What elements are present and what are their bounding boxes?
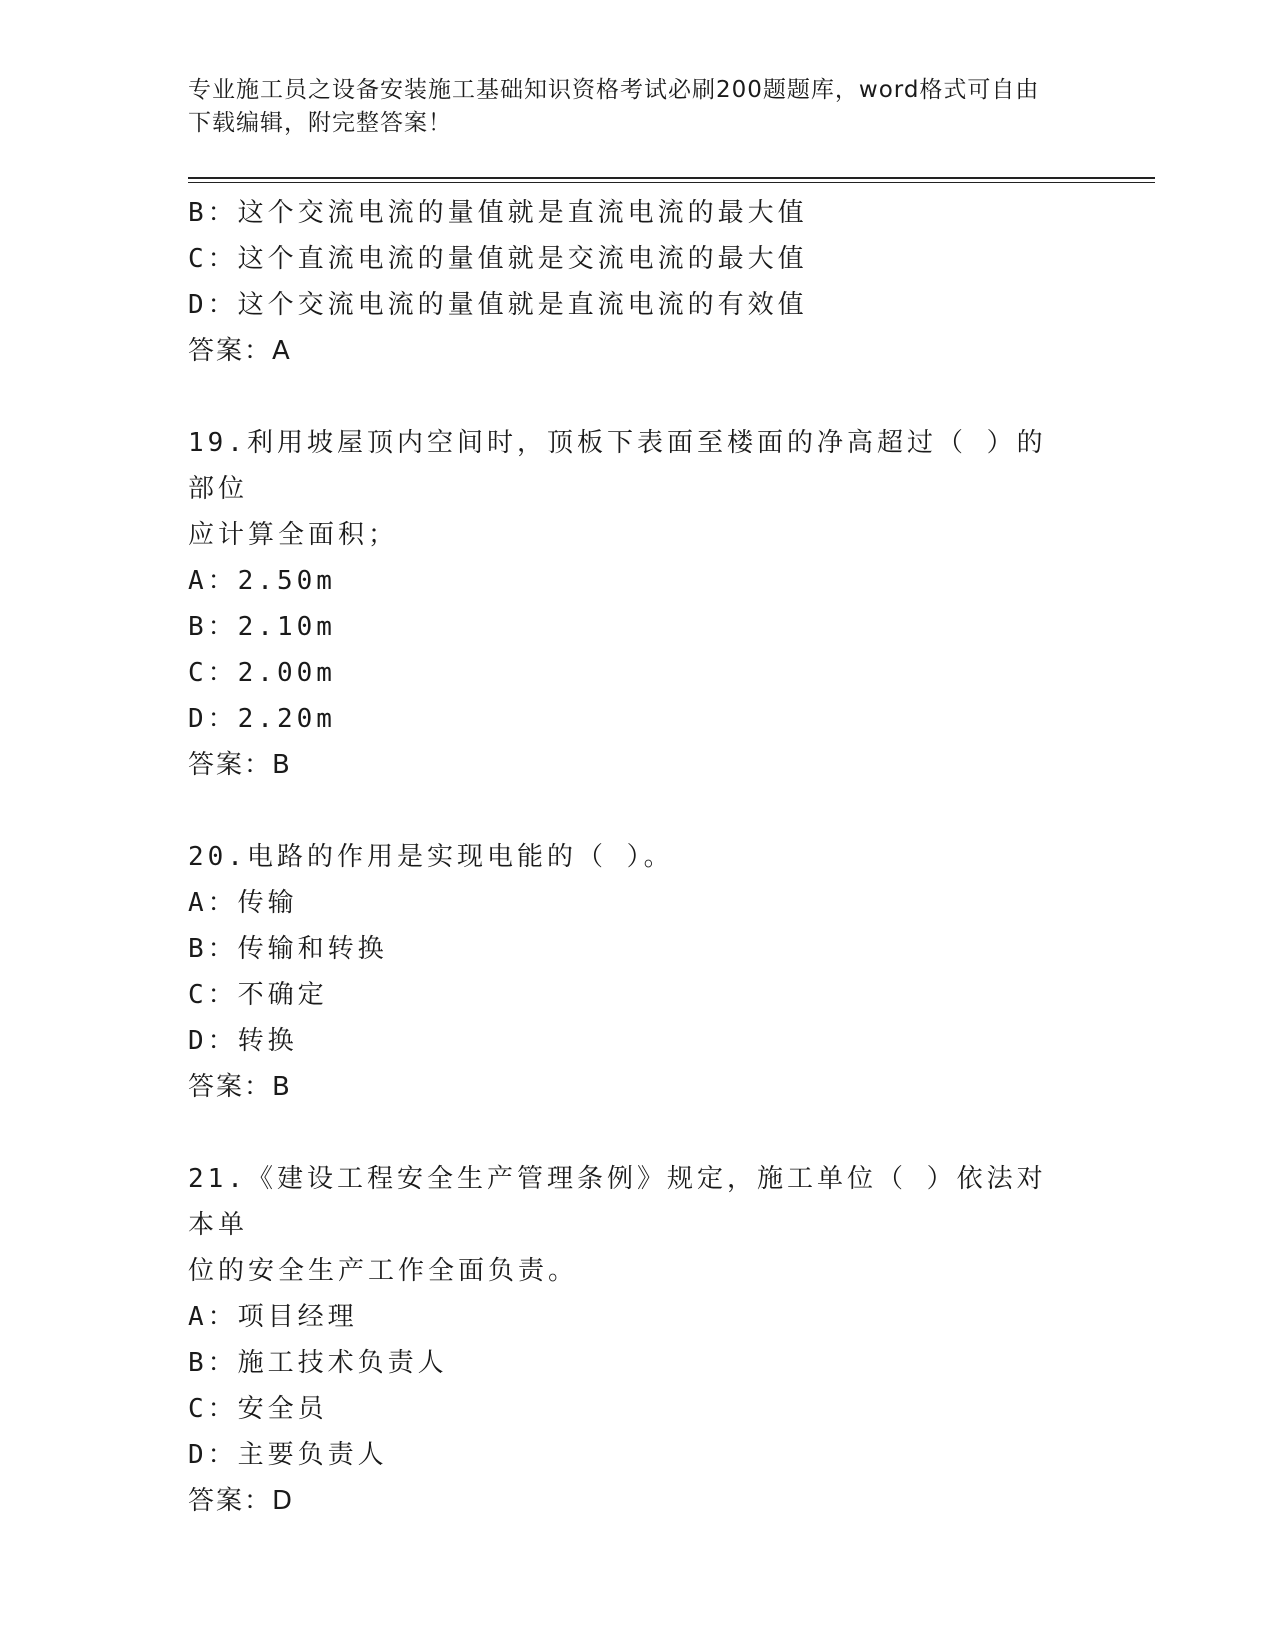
question-list: [188, 190, 1088, 1524]
header-title-line-1: 专业施工员之设备安装施工基础知识资格考试必刷200题题库，word格式可自由: [188, 77, 1040, 103]
question-18-option-c: C：这个直流电流的量值就是交流电流的最大值: [188, 244, 808, 274]
question-21-stem-line-1: 21.《建设工程安全生产管理条例》规定，施工单位（ ）依法对本单: [188, 1164, 1047, 1240]
question-21: [188, 1156, 1088, 1524]
question-20-option-c: C：不确定: [188, 980, 328, 1010]
header-divider-thin: [188, 182, 1155, 183]
question-18-option-d: D：这个交流电流的量值就是直流电流的有效值: [188, 290, 808, 320]
question-19-option-b: B：2.10m: [188, 612, 336, 642]
question-21-option-d: D：主要负责人: [188, 1440, 388, 1470]
question-19-option-c: C：2.00m: [188, 658, 336, 688]
question-19-option-d: D：2.20m: [188, 704, 336, 734]
question-19-answer: 答案：B: [188, 750, 292, 780]
question-19-option-a: A：2.50m: [188, 566, 336, 596]
document-header: [188, 74, 1068, 140]
question-18-option-b: B：这个交流电流的量值就是直流电流的最大值: [188, 198, 808, 228]
question-21-option-c: C：安全员: [188, 1394, 328, 1424]
spacer: [188, 1110, 1088, 1156]
question-20-stem-line-1: 20.电路的作用是实现电能的（ ）。: [188, 842, 674, 872]
question-19-stem-line-2: 应计算全面积；: [188, 520, 399, 550]
question-21-option-a: A：项目经理: [188, 1302, 358, 1332]
question-18-tail: [188, 190, 1088, 374]
header-divider-thick: [188, 177, 1155, 179]
question-18-answer: 答案：A: [188, 336, 292, 366]
question-19: [188, 420, 1088, 788]
question-21-stem-line-2: 位的安全生产工作全面负责。: [188, 1256, 579, 1286]
question-20: [188, 834, 1088, 1110]
question-21-option-b: B：施工技术负责人: [188, 1348, 448, 1378]
spacer: [188, 788, 1088, 834]
question-19-stem-line-1: 19.利用坡屋顶内空间时，顶板下表面至楼面的净高超过（ ）的部位: [188, 428, 1047, 504]
header-title-line-2: 下载编辑，附完整答案！: [188, 110, 452, 136]
question-21-answer: 答案：D: [188, 1486, 295, 1516]
question-20-option-b: B：传输和转换: [188, 934, 388, 964]
spacer: [188, 374, 1088, 420]
question-20-option-a: A：传输: [188, 888, 298, 918]
question-20-option-d: D：转换: [188, 1026, 298, 1056]
question-20-answer: 答案：B: [188, 1072, 292, 1102]
